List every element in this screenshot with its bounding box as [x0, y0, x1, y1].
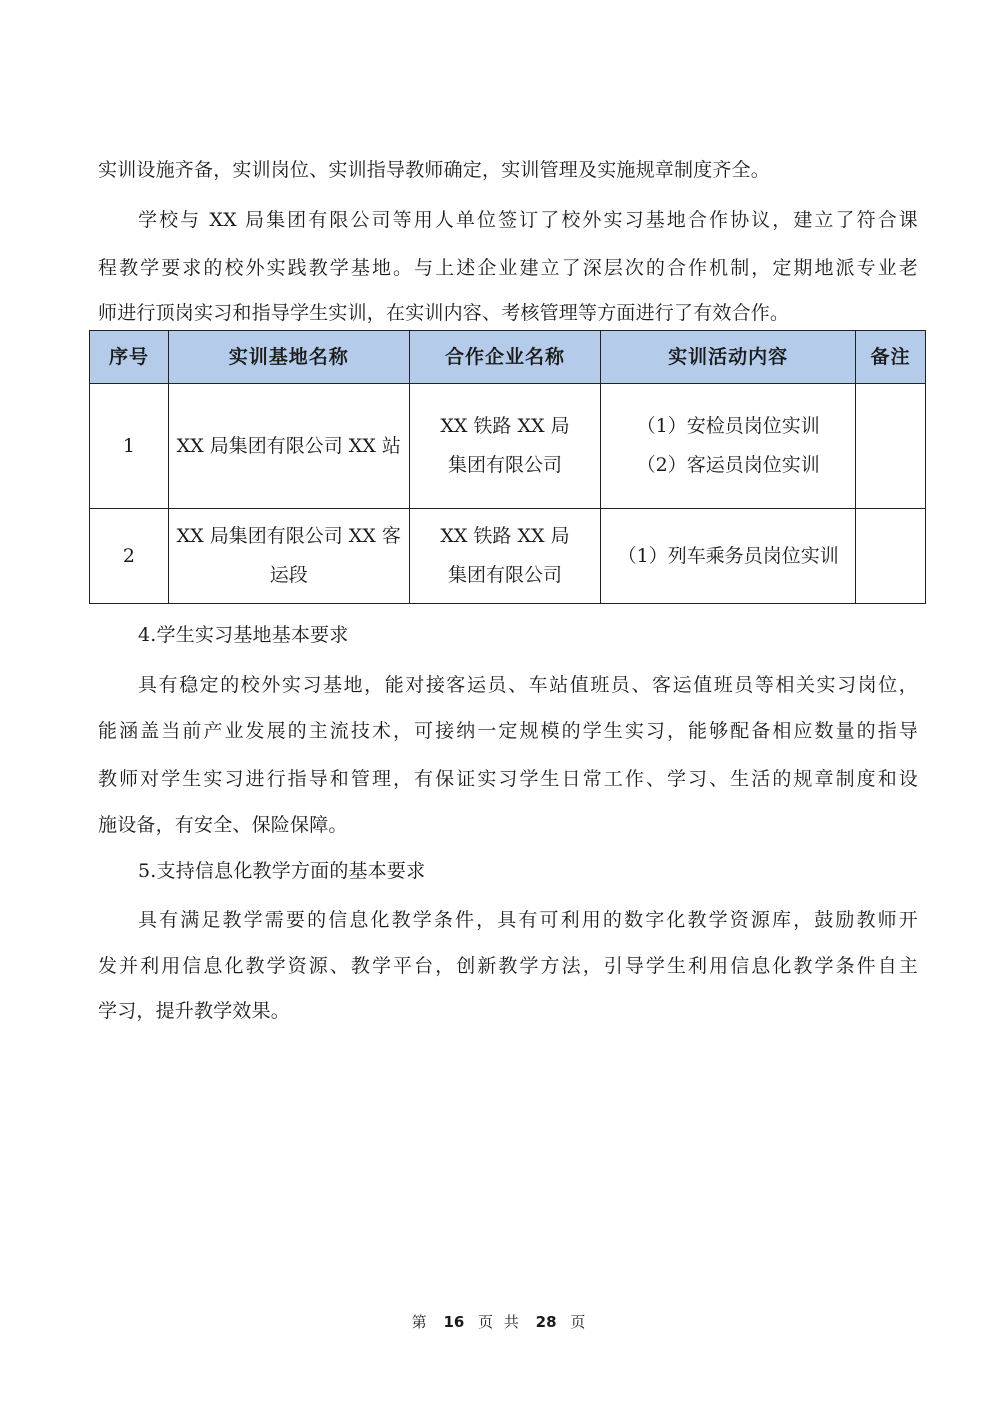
footer-middle: 页 共 — [478, 1313, 522, 1331]
cell-content — [601, 384, 856, 509]
section4-line-2: 能涵盖当前产业发展的主流技术，可接纳一定规模的学生实习，能够配备相应数量的指导 — [98, 720, 918, 742]
cell-partner-line: 集团有限公司 — [447, 564, 562, 586]
training-base-table — [89, 330, 926, 604]
cell-content — [601, 509, 856, 604]
section5-line-1: 具有满足教学需要的信息化教学条件，具有可利用的数字化教学资源库，鼓励教师开 — [138, 909, 918, 931]
section4-heading: 4.学生实习基地基本要求 — [138, 624, 349, 646]
cell-base-name — [168, 509, 409, 604]
cell-seq: 1 — [90, 384, 169, 509]
cell-partner — [409, 509, 601, 604]
section4-line-4: 施设备，有安全、保险保障。 — [98, 814, 348, 836]
cell-content-line: （1）列车乘务员岗位实训 — [617, 544, 839, 567]
table-header-row — [90, 331, 926, 384]
cell-base-name-line: 运段 — [269, 564, 308, 586]
intro-line-1: 实训设施齐备，实训岗位、实训指导教师确定，实训管理及实施规章制度齐全。 — [98, 159, 771, 181]
page-footer — [0, 1311, 1000, 1333]
header-seq: 序号 — [90, 331, 169, 384]
intro-para2-line-2: 程教学要求的校外实践教学基地。与上述企业建立了深层次的合作机制，定期地派专业老 — [98, 257, 918, 279]
cell-base-name-line: XX 局集团有限公司 XX 站 — [176, 434, 401, 457]
section5-line-3: 学习，提升教学效果。 — [98, 1000, 291, 1022]
cell-remark — [856, 384, 926, 509]
cell-base-name — [168, 384, 409, 509]
intro-para2-line-3: 师进行顶岗实习和指导学生实训，在实训内容、考核管理等方面进行了有效合作。 — [98, 302, 790, 324]
cell-partner-line: XX 铁路 XX 局 — [440, 415, 570, 437]
footer-suffix: 页 — [570, 1313, 589, 1331]
header-base-name: 实训基地名称 — [168, 331, 409, 384]
cell-content-line: （1）安检员岗位实训 — [636, 415, 820, 437]
header-partner: 合作企业名称 — [409, 331, 601, 384]
table-row — [90, 384, 926, 509]
section4-line-3: 教师对学生实习进行指导和管理，有保证实习学生日常工作、学习、生活的规章制度和设 — [98, 768, 918, 790]
cell-partner-line: 集团有限公司 — [447, 454, 562, 476]
cell-partner — [409, 384, 601, 509]
cell-base-name-line: XX 局集团有限公司 XX 客 — [176, 525, 401, 547]
page-total: 28 — [535, 1313, 557, 1331]
cell-content-line: （2）客运员岗位实训 — [636, 454, 820, 476]
page-number: 16 — [443, 1313, 465, 1331]
section4-line-1: 具有稳定的校外实习基地，能对接客运员、车站值班员、客运值班员等相关实习岗位， — [138, 674, 918, 696]
footer-prefix: 第 — [411, 1313, 430, 1331]
cell-seq: 2 — [90, 509, 169, 604]
header-remark: 备注 — [856, 331, 926, 384]
header-content: 实训活动内容 — [601, 331, 856, 384]
cell-remark — [856, 509, 926, 604]
section5-heading: 5.支持信息化教学方面的基本要求 — [138, 860, 426, 882]
table-row — [90, 509, 926, 604]
cell-partner-line: XX 铁路 XX 局 — [440, 525, 570, 547]
intro-para2-line-1: 学校与 XX 局集团有限公司等用人单位签订了校外实习基地合作协议，建立了符合课 — [138, 209, 918, 231]
section5-line-2: 发并利用信息化教学资源、教学平台，创新教学方法，引导学生利用信息化教学条件自主 — [98, 955, 918, 977]
